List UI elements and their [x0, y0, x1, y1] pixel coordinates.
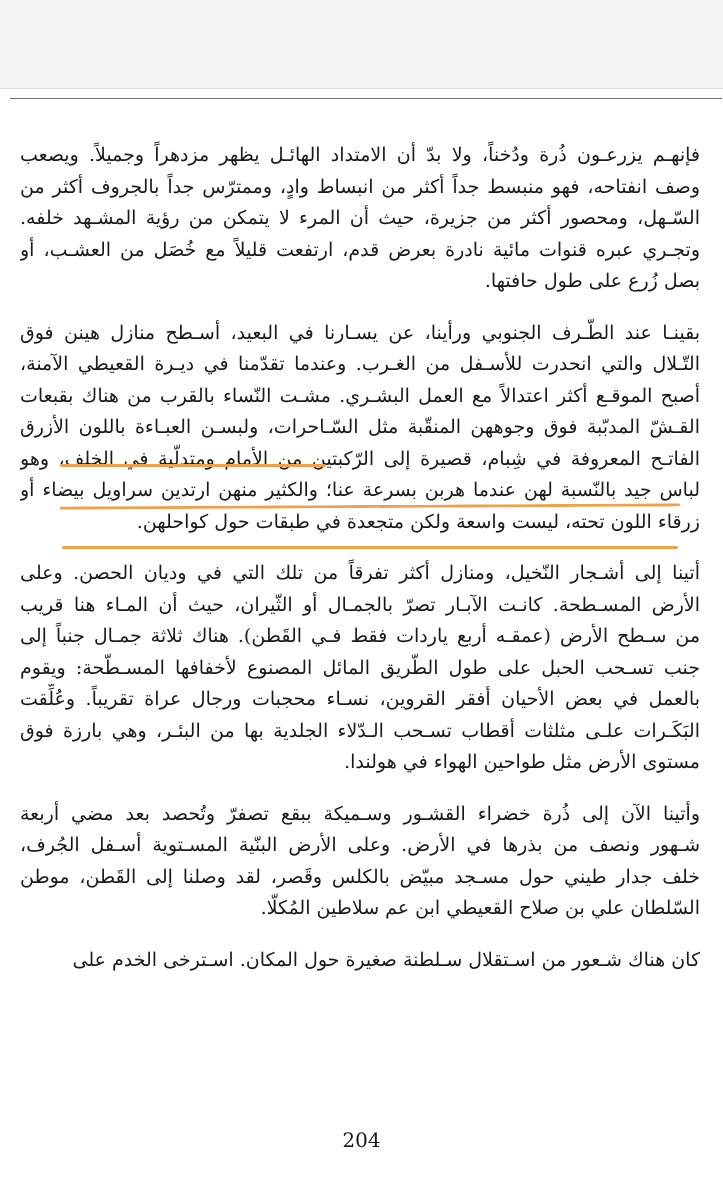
text-line: بصل زُرع على طول حافتها.	[484, 270, 700, 292]
text-line: زرقاء اللون تحته، ليست واسعة ولكن متجعدة في طبقات حول كواحلهن.	[136, 510, 700, 533]
book-page-text	[20, 140, 700, 976]
text-line: البَكَـرات علـى مثلثات أقطاب تسـحب الـدّلاء الجلدية بها من البئـر، وهي بارزة فوق	[20, 719, 700, 742]
text-line: خلف جدار طيني حول مسـجد مبيّض بالكلس وقَصر، لقد وصلنا إلى القَطن، موطن	[20, 865, 700, 888]
text-line: السّـهل، ومحصور أكثر من جزيرة، حيث أن المرء لا يتمكن من رؤية المشـهد خلفه.	[20, 207, 700, 229]
text-line: مستوى الأرض مثل طواحين الهواء في هولندا.	[344, 751, 700, 773]
text-line: وصف انفتاحه، فهو منبسط جداً أكثر من انبساط وادٍ، وممترّس جداً بالجروف أكثر من	[20, 175, 700, 198]
paragraph	[20, 799, 700, 925]
text-line: فإنهـم يزرعـون ذُرة ودُخناً، ولا بدّ أن الامتداد الهائـل يظهر مزدهراً وجميلاً. ويصعب	[20, 144, 700, 166]
text-line: التّـلال والتي انحدرت للأسـفل من الغـرب. وعندما تقدّمنا في ديـرة القعيطي الآمنة،	[20, 353, 700, 375]
text-line: بقينـا عند الطّـرف الجنوبي ورأينا، عن يسـارنا في البعيد، أسـطح منازل هينن فوق	[20, 321, 700, 344]
text-line: أتينا إلى أشـجار النّخيل، ومنازل أكثر تفرقاً من تلك التي في وديان الحصن. وعلى	[20, 562, 700, 584]
text-line: لباس جيد بالنّسبة لهن عندما هربن بسرعة عنا؛ والكثير منهن ارتدين سراويل بيضاء أو	[20, 479, 700, 501]
text-line: الأرض المسـطحة. كانـت الآبـار تصرّ بالجمـال أو الثّيران، حيث أن المـاء هنا قريب	[20, 593, 700, 616]
text-line: وأتينا الآن إلى ذُرة خضراء القشـور وسـميكة ببقع تصفرّ وتُحصد بعد مضي أربعة	[20, 802, 700, 825]
highlight-underline	[60, 464, 326, 467]
page-top-rule	[10, 98, 722, 99]
text-line: أصبح الموقـع أكثر اعتدالاً مع العمل البشـري. مشـت النّساء بالقرب من هناك بقبعات	[20, 384, 700, 407]
paragraph	[20, 558, 700, 779]
viewer-toolbar	[0, 0, 723, 89]
text-line: وتجـري عبره قنوات مائية نادرة بعرض قدم، ارتفعت قليلاً مع خُصَل من العشـب، أو	[20, 238, 700, 261]
text-line: كان هناك شـعور من اسـتقلال سـلطنة صغيرة حول المكان. اسـترخى الخدم على	[72, 948, 700, 971]
paragraph	[20, 945, 700, 977]
text-line: الفاتـح المعروفة في شِبام، قصيرة إلى الرّكبتين من الأمام ومتدلّية في الخلف، وهو	[20, 447, 700, 470]
highlight-underline	[62, 546, 678, 549]
text-line: السّلطان علي بن صلاح القعيطي ابن عم سلاطين المُكلّا.	[260, 897, 700, 919]
text-line: القـشّ المدبّبة فوق وجوههن المنقّبة مثل السّـاحرات، ولبسـن العبـاءة باللون الأزرق	[20, 416, 700, 438]
text-line: شـهور ونصف من بذرها في الأرض. وعلى الأرض البنّية المسـتوية أسـفل الجُرف،	[20, 834, 700, 856]
text-line: من سـطح الأرض (عمقـه أربع ياردات فقط فـي القَطن). هناك ثلاثة جمـال جنباً إلى	[20, 625, 700, 647]
paragraph	[20, 140, 700, 298]
text-line: جنب تسـحب الحبل على طول الطّريق المائل المصنوع لأخفافها المسـطّحة: ويقوم	[20, 656, 700, 679]
page-number: 204	[342, 1128, 381, 1152]
text-line: بالعمل في بعض الأحيان أفقر القروين، نسـاء محجبات ورجال عراة تقريباً. وعُلِّقت	[20, 688, 700, 710]
